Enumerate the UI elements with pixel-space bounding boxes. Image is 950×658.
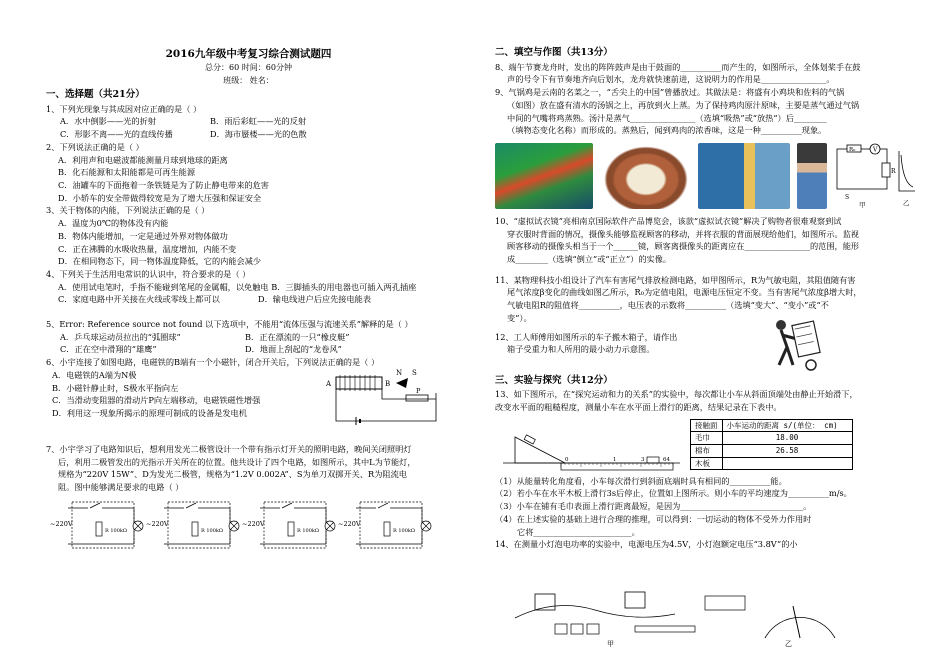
page-title: 2016九年级中考复习综合测试题四: [165, 48, 332, 60]
question-1: 1、下列光现象与其成因对应正确的是（ ）: [46, 103, 202, 114]
label-a: A: [326, 379, 332, 388]
table-row: [691, 457, 853, 470]
question-8-line-1: 8、端午节赛龙舟时，发出的阵阵鼓声是由于鼓面的__________而产生的，如图所示，全体划桨手在鼓: [495, 61, 861, 72]
ruler-tick-label: 0: [565, 456, 569, 463]
option-d: D．小轿车的安全带做得较宽是为了增大压强和保证安全: [58, 192, 262, 203]
question-11-line-3: 气敏电阻R的阻值将__________，电压表的示数将__________（选填“变大”、“变小”或“不: [507, 300, 829, 311]
question-13-part-4: （4）在上述实验的基础上进行合理的推理，可以得到：一切运动的物体不受外力作用时: [495, 513, 812, 524]
ruler-tick-label: 1: [613, 456, 617, 463]
voltage-label: ~220V: [242, 519, 265, 528]
exam-meta: 总分：60 时间：60分钟: [205, 63, 292, 73]
option-c: C．正在沸腾的水吸收热量，温度增加，内能不变: [58, 243, 237, 254]
option-a: A．利用声和电磁波都能测量月球到地球的距离: [58, 154, 228, 165]
option-c: C．形影不离——光的直线传播: [60, 129, 173, 140]
question-14: 14、在测量小灯泡电功率的实验中，电源电压为4.5V，小灯泡额定电压“3.8V”的小: [495, 539, 798, 550]
left-column: [46, 0, 451, 559]
table-header: 小车运动的距离 s/(单位： cm): [722, 419, 852, 432]
question-1-options: [46, 115, 451, 140]
ruler-tick-label: 3: [641, 456, 645, 463]
question-7-line-3: 规格为“220V 15W”、D为发光二极管，规格为“1.2V 0.002A”、S为单刀双掷开关、R为阻流电: [58, 469, 407, 480]
circuit-diagram: [146, 502, 239, 548]
question-9-line-3: 中间的气嘴将鸡蒸熟。汤汁是蒸气________________（选填“吸热”或“放热”）后________: [507, 112, 827, 123]
table-row: [691, 444, 853, 457]
question-13-part-1: （1）从能量转化角度看，小车每次滑行到斜面底端时具有相同的__________能。: [495, 475, 787, 486]
option-c: C．油罐车的下面拖着一条铁链是为了防止静电带来的危害: [58, 179, 269, 190]
question-8-line-2: 声的号令下有节奏地齐向后划水，龙舟就快速前进，这说明力的作用是________________。: [507, 74, 835, 85]
label-yi: 乙: [903, 198, 910, 207]
resistor-label: R 100kΩ: [393, 527, 416, 534]
label-jia: 甲: [607, 640, 614, 648]
option-d: D．海市蜃楼——光的色散: [210, 129, 307, 140]
question-13-part-4b: 它将________________________。: [517, 526, 640, 537]
question-10-line-1: 10、“虚拟试衣镜”亮相南京国际软件产品博览会，该款“虚拟试衣镜”解决了购物者很难观察到试: [495, 215, 842, 226]
table-cell: 18.00: [722, 432, 852, 445]
question-10-line-3: 顾客移动的摄像头相当于一个______镜，顾客离摄像头的距离应在________________的范围，能形: [507, 241, 860, 252]
question-14-figure: [495, 588, 915, 648]
question-4-options: [46, 293, 451, 306]
question-13-line-1: 13、如下图所示，在“探究运动和力的关系”的实验中，每次都让小车从斜面顶端处由静止开始滑下，: [495, 389, 858, 400]
label-b: B: [385, 379, 391, 388]
table-cell: 木板: [691, 457, 723, 470]
circuit-diagram: [50, 502, 143, 548]
voltage-label: ~220V: [146, 519, 169, 528]
question-13-part-3: （3）小车在铺有毛巾表面上滑行距离最短，是因为______________________________。: [495, 501, 812, 512]
dragon-boat-photo: [495, 143, 593, 209]
steam-pot-photo: [600, 143, 692, 209]
question-10-line-2: 穿衣服时背面的情况，摄像头能够监视顾客的移动，并将衣服的背面展现给他们，如图所示。监视: [507, 228, 860, 239]
option-d: D．利用这一现象所揭示的原理可制成的设备是发电机: [52, 407, 247, 418]
question-12-line-2: 箱子受重力和人所用的最小动力示意图。: [507, 344, 655, 355]
circuit-diagram: [242, 502, 335, 548]
option-b: B．小磁针静止时，S极水平指向左: [52, 382, 179, 393]
figure-row: [495, 143, 915, 215]
option-a: A．电磁铁的A端为N极: [52, 369, 137, 380]
resistor-label: R 100kΩ: [105, 527, 128, 534]
option-b: B．正在漂流的一只“橡皮艇”: [245, 331, 350, 342]
question-11-line-4: 变”）。: [507, 312, 532, 323]
table-header-row: [691, 419, 853, 432]
option-a: A．温度为0℃的物体没有内能: [58, 218, 169, 229]
question-13-figure-row: [495, 417, 915, 475]
question-7-circuits-figure: [46, 496, 451, 556]
option-d: D．地面上刮起的“龙卷风”: [245, 344, 342, 355]
virtual-mirror-photo: [698, 143, 790, 209]
question-4: 4、下列关于生活用电常识的认识中，符合要求的是（ ）: [46, 268, 251, 279]
option-d: D．在相同物态下，同一物体温度降低，它的内能会减少: [58, 256, 262, 267]
option-a: A．使用试电笔时，手指不能碰到笔尾的金属帽，以免触电 B．三脚插头的用电器也可插入两孔插座: [58, 281, 417, 292]
question-9-line-2: （如图）放在盛有清水的汤锅之上，再放到火上蒸。为了保持鸡肉原汁原味，主要是蒸气通过气锅: [507, 99, 860, 110]
question-9-line-4: （填物态变化名称）而形成的。蒸熟后，闻到鸡肉的浓香味，这是一种__________现象。: [507, 125, 827, 136]
option-c: C．当滑动变阻器的滑动片P向左端移动，电磁铁磁性增强: [52, 395, 261, 406]
table-cell: 26.58: [722, 444, 852, 457]
option-b: B．雨后彩虹——光的反射: [210, 116, 307, 127]
question-5-options: [46, 331, 451, 356]
label-n: N: [396, 368, 403, 377]
question-10-line-4: 成________（选填“倒立”或“正立”）的实像。: [507, 254, 672, 265]
circuit-diagram: [338, 502, 431, 548]
option-c: C．正在空中滑翔的“雄鹰”: [60, 344, 157, 355]
gas-sensor-circuit-figure: [833, 143, 915, 209]
label-r0: R₀: [849, 146, 856, 153]
section-experiment: 三、实验与探究（共12分）: [495, 374, 613, 386]
incline-ruler-figure: [495, 417, 685, 475]
label-p: P: [416, 386, 421, 395]
table-cell: [722, 457, 852, 470]
label-s: S: [845, 193, 850, 201]
section-fill: 二、填空与作图（共13分）: [495, 47, 613, 58]
question-2: 2、下列说法正确的是（ ）: [46, 141, 144, 152]
question-12-line-1: 12、工人师傅用如图所示的车子搬木箱子，请作出: [495, 331, 678, 342]
option-d: D．输电线进户后应先接电能表: [258, 294, 372, 305]
question-9-line-1: 9、气锅鸡是云南的名菜之一，“舌尖上的中国”曾播放过。其做法是：将盛有小鸡块和佐料的气锅: [495, 87, 845, 98]
section-choice: 一、选择题（共21分）: [46, 89, 145, 101]
option-a: A．水中倒影——光的折射: [60, 116, 156, 127]
option-b: B．化石能源和太阳能都是可再生能源: [58, 167, 196, 178]
question-7-line-4: 阻。图中能够满足要求的电路（ ）: [58, 481, 184, 492]
compass-needle-icon: [396, 378, 408, 388]
table-row: [691, 432, 853, 445]
table-header: 接触面: [691, 419, 723, 432]
cart-worker-figure: [767, 317, 829, 373]
question-11-line-1: 11、某物理科技小组设计了汽车有害尾气排放检测电路，如甲图所示，R为气敏电阻，其阻值随有害: [495, 274, 856, 285]
label-r: R: [891, 167, 896, 175]
student-fields: 班级： 姓名：: [223, 75, 274, 85]
option-c: C．家庭电路中开关接在火线或零线上都可以: [58, 294, 220, 305]
electromagnet-circuit-figure: [316, 363, 446, 429]
table-cell: 毛巾: [691, 432, 723, 445]
question-6: 6、小宇连接了如图电路，电磁铁的B端有一个小磁针，闭合开关后，下列说法正确的是（ ）: [46, 357, 380, 368]
voltage-label: ~220V: [338, 519, 361, 528]
option-b: B．物体内能增加，一定是通过外界对物体做功: [58, 230, 228, 241]
ruler-labels: [565, 457, 670, 463]
voltage-label: ~220V: [50, 519, 73, 528]
question-5: 5、Error: Reference source not found 以下选项中，不能用“流体压强与流速关系”解释的是（ ）: [46, 319, 413, 330]
label-yi: 乙: [785, 640, 792, 648]
question-6-block: [46, 369, 451, 429]
question-11-line-2: 尾气浓度β变化的曲线如图乙所示，R₀为定值电阻，电源电压恒定不变。当有害尾气浓度β增大时，: [507, 287, 862, 298]
question-13-line-2: 改变水平面的粗糙程度，测量小车在水平面上滑行的距离，结果记录在下表中。: [495, 401, 782, 412]
resistor-label: R 100kΩ: [297, 527, 320, 534]
right-column: [495, 0, 915, 648]
question-12-block: [495, 331, 915, 373]
label-s: S: [412, 368, 417, 377]
question-7-line-2: 后，利用二极管发出的光指示开关所在的位置。他共设计了四个电路，如图所示，其中L为节能灯，: [58, 456, 416, 467]
resistor-label: R 100kΩ: [201, 527, 224, 534]
question-7-line-1: 7、小宇学习了电路知识后，想利用发光二极管设计一个带有指示灯开关的照明电路，晚间关闭照明灯: [46, 443, 412, 454]
ruler-tick-label: 64: [663, 456, 670, 463]
option-a: A．乒乓球运动员拉出的“弧圈球”: [60, 331, 181, 342]
table-cell: 棉布: [691, 444, 723, 457]
person-photo: [797, 143, 827, 209]
label-jia: 甲: [859, 200, 866, 209]
question-3: 3、关于物体的内能，下列说法正确的是（ ）: [46, 205, 210, 216]
label-v: V: [873, 146, 878, 154]
results-table: [690, 419, 853, 471]
question-13-part-2: （2）若小车在水平木板上滑行3s后停止，位置如上图所示。则小车的平均速度为__________m/s。: [495, 488, 852, 499]
